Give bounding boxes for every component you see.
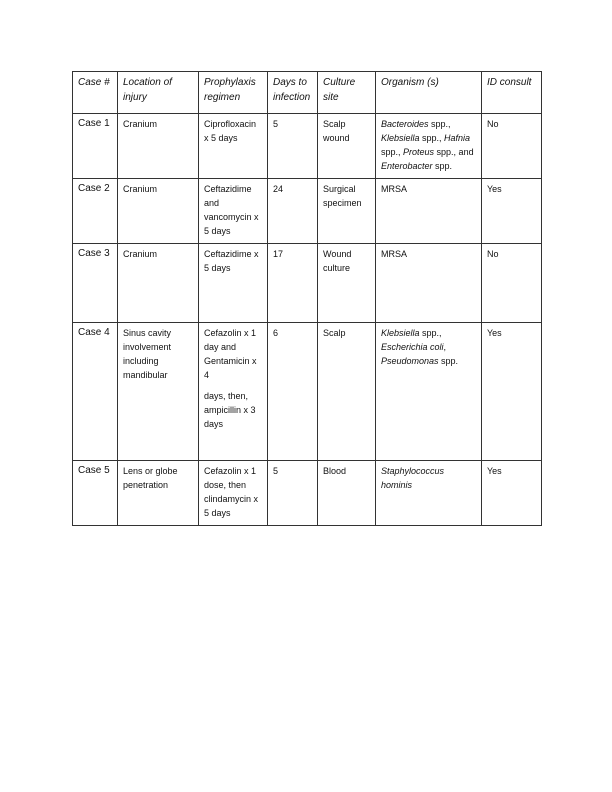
- organism-name: Escherichia coli: [381, 342, 444, 352]
- days-cell: 6: [268, 323, 318, 461]
- days-cell: 24: [268, 179, 318, 244]
- header-regimen: Prophylaxis regimen: [199, 72, 268, 114]
- header-case: Case #: [73, 72, 118, 114]
- header-site: Culture site: [318, 72, 376, 114]
- location-cell: Cranium: [118, 244, 199, 323]
- header-days: Days to infection: [268, 72, 318, 114]
- location-cell: Cranium: [118, 114, 199, 179]
- organism-name: Klebsiella: [381, 133, 420, 143]
- organism-name: Bacteroides: [381, 119, 429, 129]
- organism-text: spp.: [432, 161, 453, 171]
- organism-cell: [376, 323, 482, 461]
- organism-name: Proteus: [403, 147, 435, 157]
- case-id-cell: Case 3: [73, 244, 118, 323]
- days-cell: 5: [268, 461, 318, 526]
- culture-site-cell: Surgical specimen: [318, 179, 376, 244]
- organism-cell: [376, 244, 482, 323]
- cases-table: [72, 71, 542, 526]
- table-row: [73, 244, 542, 323]
- header-consult: ID consult: [482, 72, 542, 114]
- consult-cell: Yes: [482, 179, 542, 244]
- organism-name: Hafnia: [444, 133, 471, 143]
- regimen-cell: [199, 114, 268, 179]
- case-id-cell: Case 2: [73, 179, 118, 244]
- case-id-cell: Case 5: [73, 461, 118, 526]
- regimen-paragraph: Ciprofloxacin x 5 days: [204, 119, 257, 143]
- regimen-cell: [199, 323, 268, 461]
- consult-cell: Yes: [482, 323, 542, 461]
- organism-name: Pseudomonas: [381, 356, 439, 366]
- table-row: [73, 179, 542, 244]
- regimen-cell: [199, 244, 268, 323]
- organism-text: spp.,: [381, 147, 404, 157]
- regimen-paragraph: Cefazolin x 1 day and Gentamicin x 4: [204, 328, 257, 380]
- consult-cell: Yes: [482, 461, 542, 526]
- organism-text: spp.: [438, 356, 459, 366]
- organism-text: spp., and: [434, 147, 474, 157]
- table-row: [73, 461, 542, 526]
- header-location: Location of injury: [118, 72, 199, 114]
- location-cell: Lens or globe penetration: [118, 461, 199, 526]
- case-id-cell: Case 1: [73, 114, 118, 179]
- consult-cell: No: [482, 114, 542, 179]
- organism-name: Klebsiella: [381, 328, 420, 338]
- organism-text: MRSA: [381, 184, 408, 194]
- header-organism: Organism (s): [376, 72, 482, 114]
- table-row: [73, 114, 542, 179]
- location-cell: Cranium: [118, 179, 199, 244]
- organism-cell: [376, 114, 482, 179]
- header-row: [73, 72, 542, 114]
- days-cell: 5: [268, 114, 318, 179]
- organism-text: spp.,: [419, 133, 445, 143]
- regimen-cell: [199, 179, 268, 244]
- culture-site-cell: Blood: [318, 461, 376, 526]
- organism-name: Staphylococcus hominis: [381, 466, 445, 490]
- table-body: [73, 114, 542, 526]
- culture-site-cell: Scalp wound: [318, 114, 376, 179]
- organism-text: spp.,: [428, 119, 451, 129]
- organism-text: ,: [443, 342, 447, 352]
- culture-site-cell: Wound culture: [318, 244, 376, 323]
- consult-cell: No: [482, 244, 542, 323]
- location-cell: Sinus cavity involvement including mandibular: [118, 323, 199, 461]
- culture-site-cell: Scalp: [318, 323, 376, 461]
- organism-text: MRSA: [381, 249, 408, 259]
- regimen-cell: [199, 461, 268, 526]
- case-id-cell: Case 4: [73, 323, 118, 461]
- regimen-paragraph: Ceftazidime x 5 days: [204, 249, 259, 273]
- organism-cell: [376, 179, 482, 244]
- regimen-paragraph: Ceftazidime and vancomycin x 5 days: [204, 184, 259, 236]
- organism-name: Enterobacter: [381, 161, 433, 171]
- regimen-paragraph: days, then, ampicillin x 3 days: [204, 391, 256, 429]
- table-row: [73, 323, 542, 461]
- regimen-paragraph: Cefazolin x 1 dose, then clindamycin x 5 days: [204, 466, 259, 518]
- organism-cell: [376, 461, 482, 526]
- days-cell: 17: [268, 244, 318, 323]
- organism-text: spp.,: [419, 328, 442, 338]
